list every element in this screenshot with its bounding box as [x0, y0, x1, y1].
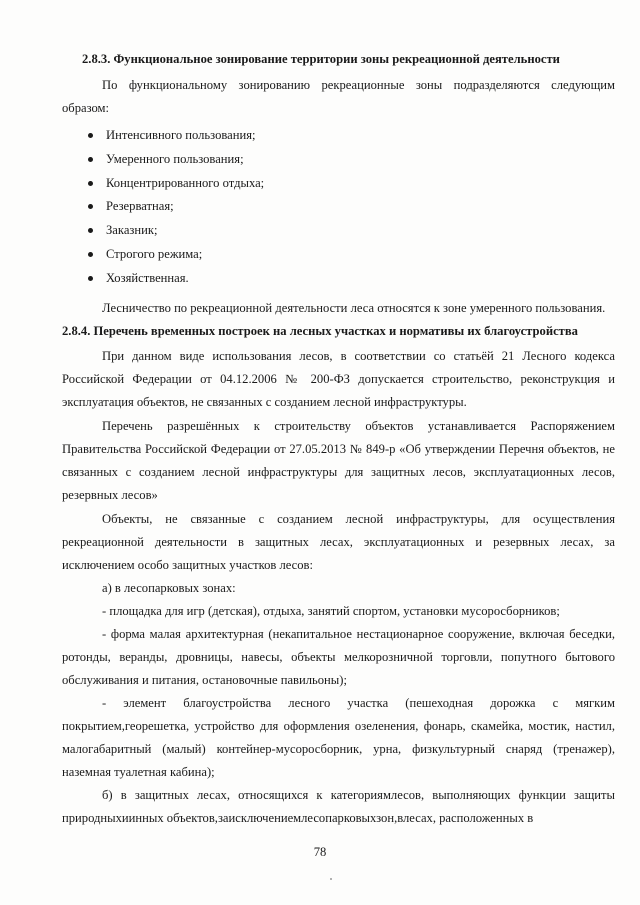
list-item: Заказник; — [62, 219, 615, 243]
bullet-icon — [88, 204, 93, 209]
item-a-forest-park-zones: а) в лесопарковых зонах: — [102, 580, 236, 595]
forestry-zone-paragraph: Лесничество по рекреационной деятельности леса относятся к зоне умеренного пользования. — [102, 300, 606, 315]
list-item: Строгого режима; — [62, 243, 615, 267]
item-a3-landscaping-element: - элемент благоустройства лесного участка (пешеходная дорожка с мягким покрытием,георешетка, устройство для оформления озеленения, фонарь, скамейка, мостик, настил, малогабаритный (малый) контейнер-мусоросборник, урна, физкультурный снаряд (тренажер), наземная туалетная кабина); — [62, 695, 615, 779]
zone-types-list — [62, 124, 615, 291]
list-item: Интенсивного пользования; — [62, 124, 615, 148]
page-content — [62, 50, 615, 830]
bullet-icon — [88, 133, 93, 138]
item-a2-small-architecture: - форма малая архитектурная (некапитальное нестационарное сооружение, включая беседки, ротонды, веранды, дровницы, навесы, объекты мелкорозничной торговли, попутного бытового обслуживания и питания, остановочные павильоны); — [62, 626, 615, 687]
bullet-icon — [88, 181, 93, 186]
list-item: Концентрированного отдыха; — [62, 172, 615, 196]
item-b-protective-forests: б) в защитных лесах, относящихся к категориямлесов, выполняющих функции защиты природныхиинных объектов,заисключениемлесопарковыхзон,влесах, расположенных в — [62, 787, 615, 825]
forest-code-paragraph: При данном виде использования лесов, в соответствии со статьёй 21 Лесного кодекса Российской Федерации от 04.12.2006 № 200-ФЗ допускается строительство, реконструкция и эксплуатация объектов, не связанных с созданием лесной инфраструктуры. — [62, 348, 615, 409]
item-a1-playground: - площадка для игр (детская), отдыха, занятий спортом, установки мусоросборников; — [102, 603, 560, 618]
list-item: Хозяйственная. — [62, 267, 615, 291]
page-number: 78 — [313, 845, 327, 859]
permitted-objects-paragraph: Перечень разрешённых к строительству объектов устанавливается Распоряжением Правительства Российской Федерации от 27.05.2013 № 849-р «Об утверждении Перечня объектов, не связанных с созданием лесной инфраструктуры для защитных лесов, эксплуатационных лесов, резервных лесов» — [62, 418, 615, 502]
scan-speck — [330, 878, 332, 880]
bullet-icon — [88, 228, 93, 233]
bullet-icon — [88, 252, 93, 257]
section-heading-2-8-3: 2.8.3. Функциональное зонирование территории зоны рекреационной деятельности — [82, 52, 560, 66]
bullet-icon — [88, 276, 93, 281]
list-item: Резерватная; — [62, 195, 615, 219]
recreational-objects-paragraph: Объекты, не связанные с созданием лесной инфраструктуры, для осуществления рекреационной деятельности в защитных лесах, эксплуатационных и резервных лесах, за исключением особо защитных участков лесов: — [62, 511, 615, 572]
section-heading-2-8-4: 2.8.4. Перечень временных построек на лесных участках и нормативы их благоустройства — [62, 323, 578, 338]
zoning-intro-paragraph: По функциональному зонированию рекреационные зоны подразделяются следующим образом: — [62, 78, 615, 115]
list-item: Умеренного пользования; — [62, 148, 615, 172]
bullet-icon — [88, 157, 93, 162]
